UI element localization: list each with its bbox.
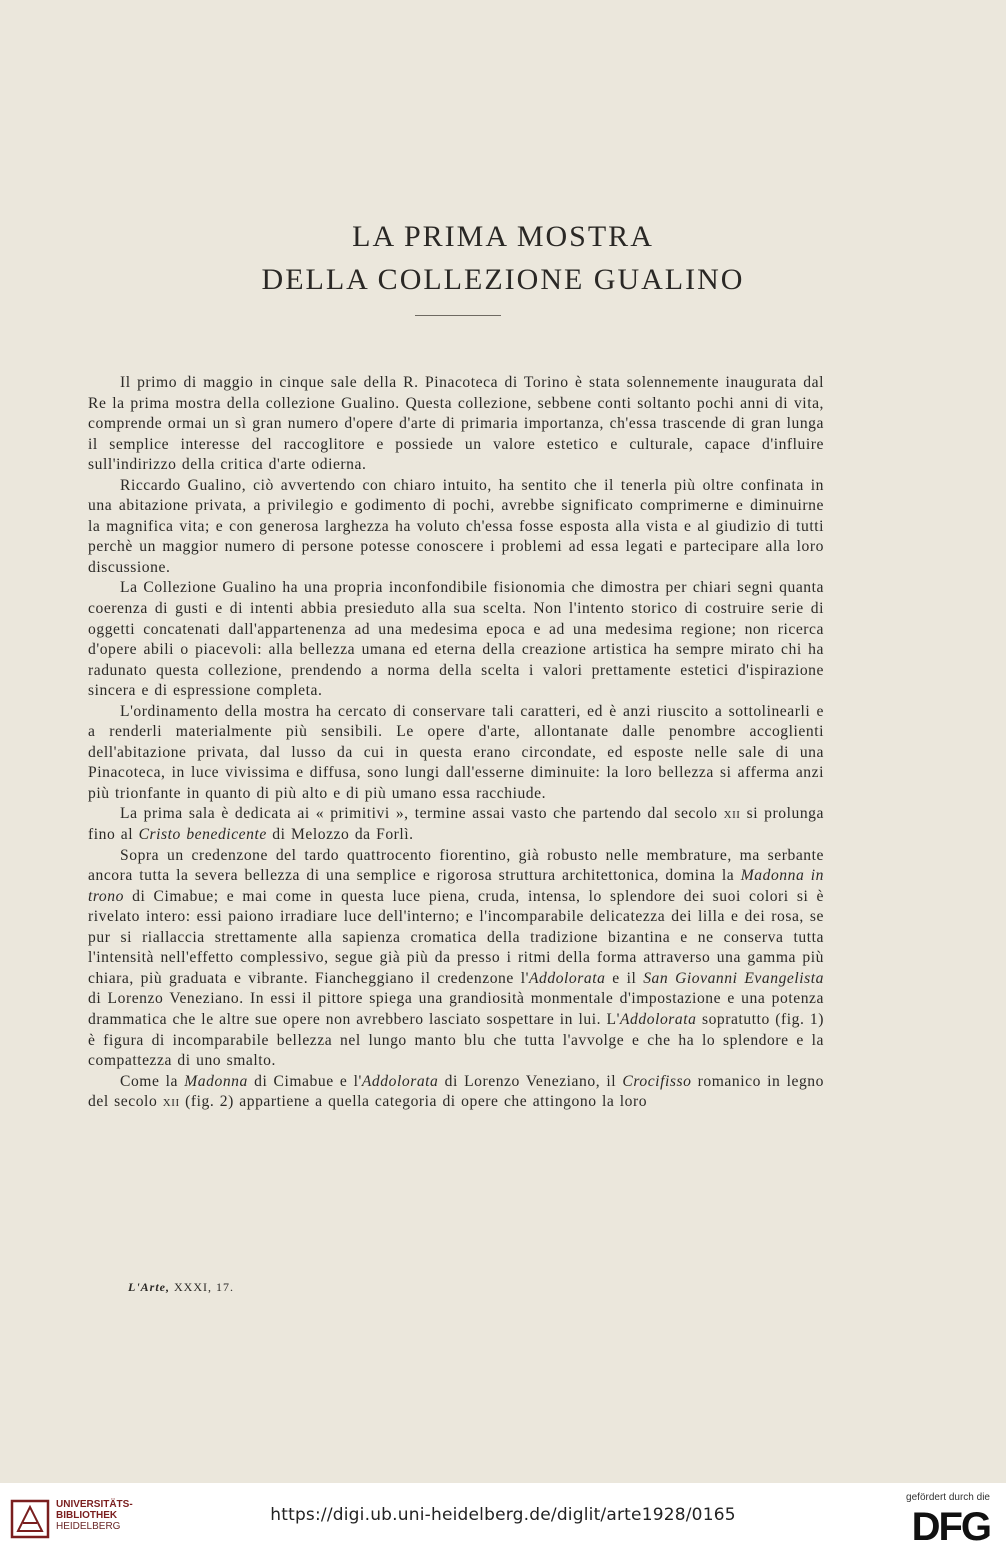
italic-title: Addolorata — [361, 1072, 439, 1090]
paragraph-3: La Collezione Gualino ha una propria inconfondibile fisionomia che dimostra per chiari segni quanta coerenza di gusti e di intenti abbia presieduto alla sua scelta. Non l'intento storico di costruire serie di oggetti concatenati dall'appartenenza ad una medesima epoca e ad una medesima regione; non ricerca d'opere abili o piacevoli: alla bellezza umana ed eterna della creazione artistica ha sempre mirato chi ha radunato questa collezione, prendendo a norma della scelta i valori prettamente estetici d'ispirazione sincera e di espressione completa. — [88, 579, 824, 700]
volume-reference: XXXI, 17. — [170, 1280, 234, 1294]
text-run: Come la — [120, 1072, 185, 1090]
text-run: di Melozzo da Forlì. — [266, 826, 414, 844]
journal-name: L'Arte, — [128, 1280, 170, 1294]
text-run: sopratutto (fig. 1) è figura di incomparabile bellezza nel lungo manto blu che tutta l'avvolge e che ha lo splendore e la compattezza di uno smalto. — [88, 1010, 824, 1070]
text-run: si prolunga fino al — [88, 805, 824, 844]
text-run: (fig. 2) appartiene a quella categoria di opere che attingono la loro — [179, 1093, 648, 1111]
italic-title: Addolorata — [528, 969, 606, 987]
text-run: La prima sala è dedicata ai « primitivi », termine assai vasto che partendo dal secolo — [120, 805, 718, 823]
italic-title: Cristo benedicente — [138, 826, 267, 844]
logo-line: BIBLIOTHEK — [56, 1510, 118, 1521]
article-title-line-2: DELLA COLLEZIONE GUALINO — [261, 263, 745, 296]
text-run: di Cimabue; e mai come in questa luce piena, cruda, intensa, lo splendore dei suoi colori si è rivelato intero: essi paiono irradiare luce dell'interno; e l'incomparabile delicatezza dei lilla e dei rosa, se pur si riallaccia strettamente alla sapienza cromatica della tradizione bizantina e ne conserva tutta l'intensità nell'effetto complessivo, segue già più da presso i ritmi della forma attraverso una gamma più chiara, più graduata e vibrante. Fiancheggiano il credenzone l' — [88, 887, 824, 987]
permalink-url[interactable]: https://digi.ub.uni-heidelberg.de/diglit/arte1928/0165 — [270, 1505, 736, 1525]
paragraph-6 — [88, 846, 824, 1072]
logo-line: HEIDELBERG — [56, 1521, 121, 1532]
text-run: romanico in legno del secolo — [88, 1072, 824, 1111]
italic-title: Addolorata — [619, 1010, 697, 1028]
text-run: xii — [162, 1093, 180, 1111]
text-run: e il — [605, 969, 644, 987]
paragraph-1: Il primo di maggio in cinque sale della R. Pinacoteca di Torino è stata solennemente inaugurata dal Re la prima mostra della collezione Gualino. Questa collezione, sebbene conti soltanto pochi anni di vita, comprende ormai un sì gran numero d'opere d'arte di primaria importanza, ch'essa trascende di gran lunga il semplice interesse del raccoglitore e possiede un valore estetico e culturale, capace d'influire sull'indirizzo della critica d'arte odierna. — [88, 374, 824, 474]
article-body — [88, 373, 824, 1113]
text-run: di Cimabue e l' — [247, 1072, 362, 1090]
page-signature — [128, 1280, 234, 1295]
italic-title: Madonna — [184, 1072, 248, 1090]
text-run: di Lorenzo Veneziano, il — [438, 1072, 623, 1090]
text-run: Sopra un credenzone del tardo quattrocento fiorentino, già robusto nelle membrature, ma serbante ancora tutta la severa bellezza di una semplice e rigorosa struttura architettonica, domina la — [88, 846, 824, 885]
paragraph-2: Riccardo Gualino, ciò avvertendo con chiaro intuito, ha sentito che il tenerla più oltre confinata in una abitazione privata, a privilegio e godimento di pochi, avrebbe significato comprimerne e diminuirne la magnifica vita; e con generosa larghezza ha voluto ch'essa fosse esposta alla vista e al giudizio di tutti perchè un maggior numero di persone potesse conoscere i problemi ad essa legati e partecipare alla loro discussione. — [88, 476, 824, 576]
logo-line: UNIVERSITÄTS- — [56, 1499, 133, 1510]
italic-title: Madonna in trono — [88, 867, 824, 905]
text-run: di Lorenzo Veneziano. In essi il pittore spiega una grandiosità monmentale d'impostazione e una potenza drammatica che le altre sue opere non avrebbero lasciato sospettare in lui. L' — [88, 990, 824, 1028]
funding-label: gefördert durch die — [906, 1492, 990, 1503]
paragraph-7 — [88, 1072, 824, 1113]
italic-title: Crocifisso — [622, 1072, 692, 1090]
dfg-logo[interactable]: DFG — [911, 1505, 990, 1549]
paragraph-5 — [88, 804, 824, 845]
paragraph-4: L'ordinamento della mostra ha cercato di conservare tali caratteri, ed è anzi riuscito a sottolinearli e a renderli materialmente più sensibili. Le opere d'arte, allontanate dalle penombre accoglienti dell'abitazione privata, dal lusso da cui in questa erano circondate, ed esposte nelle sale di una Pinacoteca, in luce vivissima e diffusa, sono lungi dall'esserne diminuite: la loro bellezza si afferma anzi più trionfante in quanto di più alto e di più umano essa racchiude. — [88, 702, 824, 802]
article-title-line-1: LA PRIMA MOSTRA — [352, 220, 654, 253]
viewer-footer — [0, 1483, 1006, 1555]
title-divider — [415, 315, 501, 316]
text-run: xii — [723, 805, 741, 823]
italic-title: San Giovanni Evangelista — [643, 969, 824, 987]
